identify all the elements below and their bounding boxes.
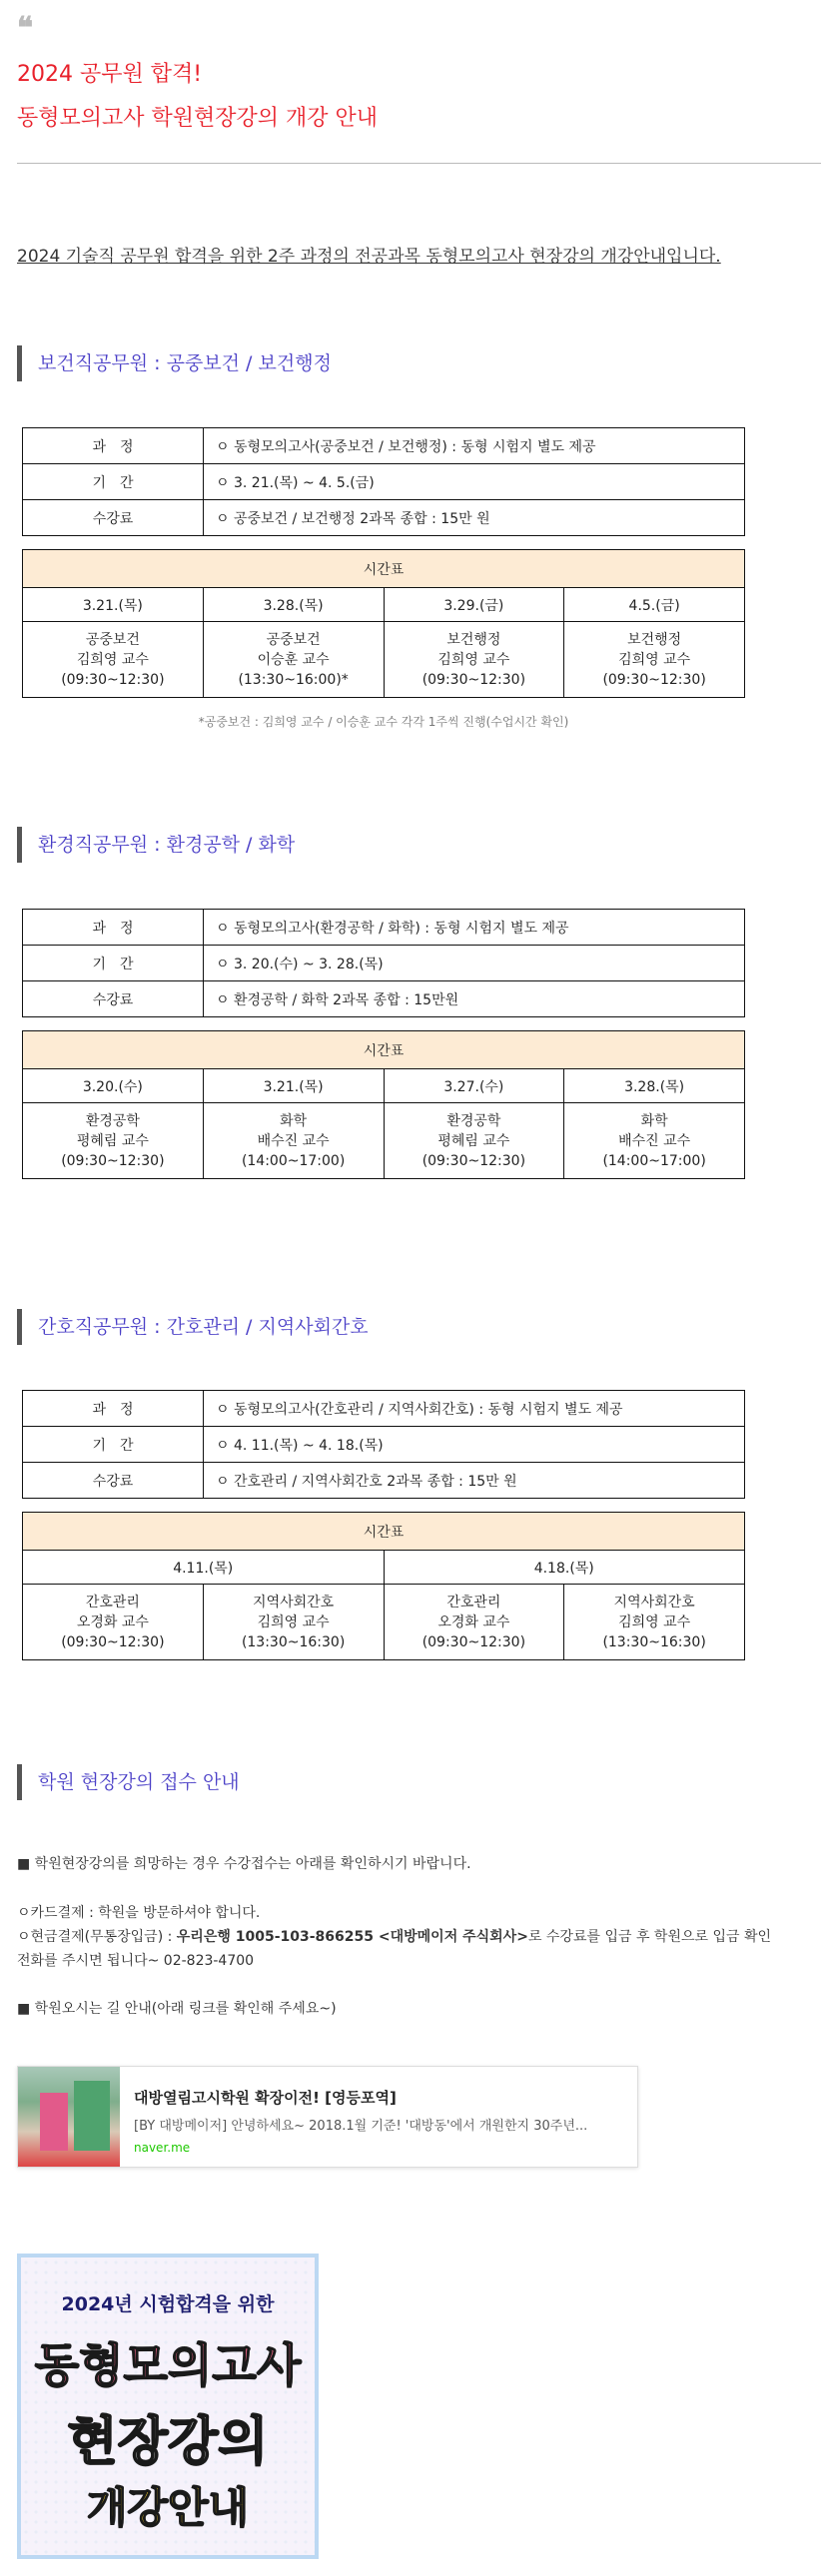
cell-subject: 간호관리 bbox=[85, 1594, 140, 1610]
schedule-title: 시간표 bbox=[23, 1031, 745, 1069]
info-value: ㅇ 4. 11.(목) ~ 4. 18.(목) bbox=[204, 1427, 745, 1463]
info-value: ㅇ 3. 20.(수) ~ 3. 28.(목) bbox=[204, 946, 745, 981]
schedule-cell bbox=[203, 622, 384, 698]
schedule-day: 3.29.(금) bbox=[384, 588, 564, 622]
cell-teacher: 배수진 교수 bbox=[618, 1132, 691, 1149]
info-value: ㅇ 동형모의고사(공중보건 / 보건행정) : 동형 시험지 별도 제공 bbox=[204, 428, 745, 464]
schedule-cell bbox=[384, 1103, 564, 1179]
info-value: ㅇ 환경공학 / 화학 2과목 종합 : 15만원 bbox=[204, 981, 745, 1017]
table-row bbox=[23, 464, 745, 500]
cash-label: ㅇ현금결제(무통장입금) : bbox=[17, 1929, 177, 1945]
schedule-title: 시간표 bbox=[23, 1513, 745, 1551]
table-row bbox=[23, 1551, 745, 1585]
table-row bbox=[23, 981, 745, 1017]
info-key: 기 간 bbox=[23, 464, 204, 500]
info-table-environment bbox=[22, 909, 745, 1017]
banner-line2: 동형모의고사 bbox=[34, 2338, 302, 2392]
cell-time: (14:00~17:00) bbox=[241, 1152, 346, 1169]
cell-teacher: 이승훈 교수 bbox=[257, 651, 330, 668]
info-key: 수강료 bbox=[23, 981, 204, 1017]
table-row bbox=[23, 1391, 745, 1427]
info-key: 수강료 bbox=[23, 500, 204, 536]
registration-cash-payment bbox=[17, 1925, 771, 1949]
cell-subject: 지역사회간호 bbox=[253, 1594, 335, 1610]
schedule-day: 3.27.(수) bbox=[384, 1069, 564, 1103]
registration-line1: ■ 학원현장강의를 희망하는 경우 수강접수는 아래를 확인하시기 바랍니다. bbox=[17, 1856, 471, 1872]
table-row bbox=[23, 550, 745, 588]
schedule-table-nursing bbox=[22, 1512, 745, 1660]
info-key: 과 정 bbox=[23, 428, 204, 464]
cell-time: (14:00~17:00) bbox=[602, 1152, 706, 1169]
page-title-line1: 2024 공무원 합격! bbox=[17, 62, 203, 87]
link-card-description: [BY 대방메이저] 안녕하세요~ 2018.1월 기준! '대방동'에서 개원한지 30주년... bbox=[134, 2119, 588, 2134]
cell-time: (13:30~16:30) bbox=[602, 1633, 706, 1650]
section-title-registration: 학원 현장강의 접수 안내 bbox=[17, 1764, 240, 1800]
table-row bbox=[23, 910, 745, 946]
schedule-cell bbox=[203, 1103, 384, 1179]
link-card-title[interactable]: 대방열림고시학원 확장이전! [영등포역] bbox=[134, 2089, 397, 2107]
schedule-note: *공중보건 : 김희영 교수 / 이승훈 교수 각각 1주씩 진행(수업시간 확인) bbox=[198, 715, 569, 729]
schedule-table-environment bbox=[22, 1030, 745, 1179]
registration-phone: 전화를 주시면 됩니다~ 02-823-4700 bbox=[17, 1953, 255, 1969]
cell-time: (09:30~12:30) bbox=[421, 1152, 526, 1169]
cell-subject: 간호관리 bbox=[446, 1594, 501, 1610]
table-row bbox=[23, 946, 745, 981]
info-key: 기 간 bbox=[23, 946, 204, 981]
table-row bbox=[23, 1427, 745, 1463]
intro-text: 2024 기술직 공무원 합격을 위한 2주 과정의 전공과목 동형모의고사 현장강의 개강안내입니다. bbox=[17, 247, 721, 267]
info-table-nursing bbox=[22, 1390, 745, 1499]
table-row bbox=[23, 1513, 745, 1551]
cell-subject: 화학 bbox=[280, 1112, 308, 1129]
cell-time: (09:30~12:30) bbox=[421, 671, 526, 688]
cell-time: (09:30~12:30) bbox=[61, 1633, 165, 1650]
schedule-cell bbox=[384, 622, 564, 698]
info-value: ㅇ 공중보건 / 보건행정 2과목 종합 : 15만 원 bbox=[204, 500, 745, 536]
table-row bbox=[23, 1103, 745, 1179]
cell-teacher: 오경화 교수 bbox=[437, 1613, 510, 1630]
schedule-day: 3.21.(목) bbox=[23, 588, 204, 622]
table-row bbox=[23, 1069, 745, 1103]
bank-account: 우리은행 1005-103-866255 <대방메이저 주식회사> bbox=[176, 1929, 528, 1945]
quote-icon: ❝ bbox=[17, 11, 34, 46]
link-card-url[interactable]: naver.me bbox=[134, 2141, 191, 2155]
schedule-cell bbox=[564, 1585, 745, 1660]
cell-subject: 공중보건 bbox=[85, 631, 140, 648]
info-key: 과 정 bbox=[23, 910, 204, 946]
table-row bbox=[23, 622, 745, 698]
divider bbox=[17, 163, 821, 164]
cell-time: (09:30~12:30) bbox=[421, 1633, 526, 1650]
cell-time: (13:30~16:00)* bbox=[238, 671, 349, 688]
thumbnail-shape bbox=[74, 2081, 110, 2151]
cell-time: (09:30~12:30) bbox=[602, 671, 706, 688]
schedule-day: 4.11.(목) bbox=[23, 1551, 385, 1585]
banner-line1: 2024년 시험합격을 위한 bbox=[61, 2293, 275, 2315]
cell-teacher: 평혜림 교수 bbox=[437, 1132, 510, 1149]
cell-subject: 보건행정 bbox=[627, 631, 682, 648]
course-banner-image bbox=[17, 2254, 319, 2559]
schedule-cell bbox=[23, 1103, 204, 1179]
cell-subject: 환경공학 bbox=[446, 1112, 501, 1129]
schedule-cell bbox=[23, 622, 204, 698]
schedule-cell bbox=[384, 1585, 564, 1660]
cell-subject: 화학 bbox=[640, 1112, 668, 1129]
table-row bbox=[23, 1031, 745, 1069]
info-table-health bbox=[22, 427, 745, 536]
registration-directions: ■ 학원오시는 길 안내(아래 링크를 확인해 주세요~) bbox=[17, 2001, 337, 2017]
schedule-day: 3.28.(목) bbox=[203, 588, 384, 622]
cell-subject: 환경공학 bbox=[85, 1112, 140, 1129]
schedule-day: 3.28.(목) bbox=[564, 1069, 745, 1103]
schedule-day: 4.18.(목) bbox=[384, 1551, 745, 1585]
cell-subject: 공중보건 bbox=[266, 631, 321, 648]
cell-time: (09:30~12:30) bbox=[61, 671, 165, 688]
cell-subject: 지역사회간호 bbox=[613, 1594, 695, 1610]
thumbnail-shape bbox=[40, 2093, 68, 2151]
schedule-table-health bbox=[22, 549, 745, 698]
schedule-day: 3.20.(수) bbox=[23, 1069, 204, 1103]
cell-teacher: 배수진 교수 bbox=[257, 1132, 330, 1149]
cell-teacher: 김희영 교수 bbox=[257, 1613, 330, 1630]
cell-teacher: 오경화 교수 bbox=[76, 1613, 149, 1630]
cell-time: (09:30~12:30) bbox=[61, 1152, 165, 1169]
page-title-line2: 동형모의고사 학원현장강의 개강 안내 bbox=[17, 106, 379, 131]
schedule-day: 3.21.(목) bbox=[203, 1069, 384, 1103]
schedule-cell bbox=[23, 1585, 204, 1660]
table-row bbox=[23, 1585, 745, 1660]
link-thumbnail bbox=[18, 2067, 120, 2167]
cell-teacher: 평혜림 교수 bbox=[76, 1132, 149, 1149]
schedule-day: 4.5.(금) bbox=[564, 588, 745, 622]
cash-instruction: 로 수강료를 입금 후 학원으로 입금 확인 bbox=[527, 1929, 772, 1945]
cell-teacher: 김희영 교수 bbox=[76, 651, 149, 668]
schedule-title: 시간표 bbox=[23, 550, 745, 588]
table-row bbox=[23, 1463, 745, 1499]
schedule-cell bbox=[564, 622, 745, 698]
link-card[interactable] bbox=[17, 2066, 638, 2168]
cell-teacher: 김희영 교수 bbox=[437, 651, 510, 668]
schedule-cell bbox=[203, 1585, 384, 1660]
info-value: ㅇ 동형모의고사(환경공학 / 화학) : 동형 시험지 별도 제공 bbox=[204, 910, 745, 946]
cell-teacher: 김희영 교수 bbox=[618, 1613, 691, 1630]
cell-time: (13:30~16:30) bbox=[241, 1633, 346, 1650]
table-row bbox=[23, 588, 745, 622]
banner-line3: 현장강의 bbox=[67, 2412, 269, 2472]
info-key: 기 간 bbox=[23, 1427, 204, 1463]
cell-teacher: 김희영 교수 bbox=[618, 651, 691, 668]
banner-line4: 개강안내 bbox=[86, 2483, 250, 2532]
info-key: 과 정 bbox=[23, 1391, 204, 1427]
cell-subject: 보건행정 bbox=[446, 631, 501, 648]
section-title-nursing: 간호직공무원 : 간호관리 / 지역사회간호 bbox=[17, 1309, 369, 1345]
registration-card-payment: ㅇ카드결제 : 학원을 방문하셔야 합니다. bbox=[17, 1905, 261, 1921]
table-row bbox=[23, 500, 745, 536]
info-value: ㅇ 동형모의고사(간호관리 / 지역사회간호) : 동형 시험지 별도 제공 bbox=[204, 1391, 745, 1427]
section-title-health: 보건직공무원 : 공중보건 / 보건행정 bbox=[17, 345, 332, 381]
schedule-cell bbox=[564, 1103, 745, 1179]
section-title-environment: 환경직공무원 : 환경공학 / 화학 bbox=[17, 827, 295, 863]
info-key: 수강료 bbox=[23, 1463, 204, 1499]
table-row bbox=[23, 428, 745, 464]
info-value: ㅇ 3. 21.(목) ~ 4. 5.(금) bbox=[204, 464, 745, 500]
info-value: ㅇ 간호관리 / 지역사회간호 2과목 종합 : 15만 원 bbox=[204, 1463, 745, 1499]
